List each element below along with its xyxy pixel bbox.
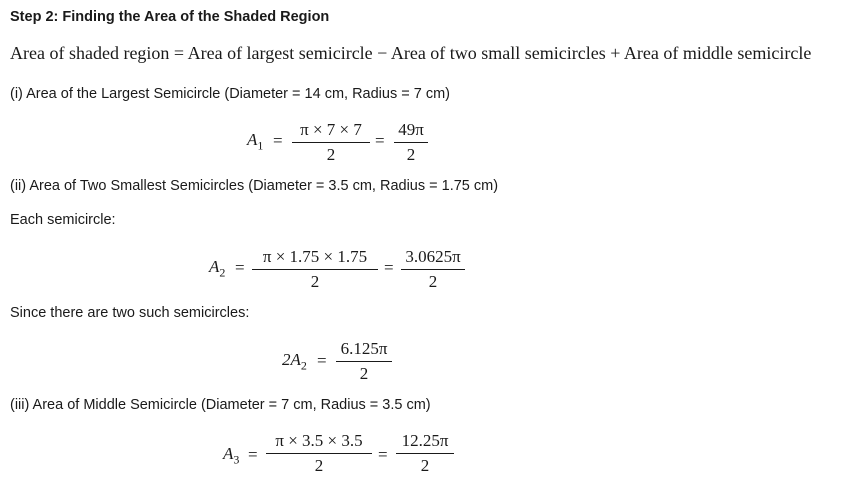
- equals-sign: =: [375, 131, 385, 150]
- a2-fraction-expanded: π × 1.75 × 1.75 2: [252, 246, 378, 292]
- a1-fraction-expanded: π × 7 × 7 2: [292, 119, 370, 165]
- part-3-title: (iii) Area of Middle Semicircle (Diameter = 7 cm, Radius = 3.5 cm): [10, 397, 431, 413]
- equals-sign: =: [248, 445, 258, 464]
- a3-label: $A_3$: [223, 444, 240, 467]
- part-2-title: (ii) Area of Two Smallest Semicircles (Diameter = 3.5 cm, Radius = 1.75 cm): [10, 178, 499, 194]
- shaded-region-formula: Area of shaded region = Area of largest semicircle − Area of two small semicircles + Area of middle semicircle: [10, 43, 812, 63]
- equals-sign: =: [384, 258, 394, 277]
- equals-sign: =: [273, 131, 283, 150]
- part-1-title: (i) Area of the Largest Semicircle (Diameter = 14 cm, Radius = 7 cm): [10, 86, 450, 102]
- a1-label: $A_1$: [247, 130, 264, 153]
- 2a2-fraction: 6.125π 2: [336, 338, 392, 384]
- a2-fraction-simplified: 3.0625π 2: [401, 246, 465, 292]
- equals-sign: =: [317, 351, 327, 370]
- step-heading: Step 2: Finding the Area of the Shaded Region: [10, 9, 330, 25]
- two-semicircles-label: Since there are two such semicircles:: [10, 305, 250, 321]
- a2-label: $A_2$: [209, 257, 226, 280]
- each-semicircle-label: Each semicircle:: [10, 212, 116, 228]
- equals-sign: =: [378, 445, 388, 464]
- 2a2-label: $2A_2$: [282, 350, 307, 373]
- a3-fraction-expanded: π × 3.5 × 3.5 2: [266, 430, 372, 476]
- a3-fraction-simplified: 12.25π 2: [396, 430, 454, 476]
- a1-fraction-simplified: 49π 2: [394, 119, 428, 165]
- equals-sign: =: [235, 258, 245, 277]
